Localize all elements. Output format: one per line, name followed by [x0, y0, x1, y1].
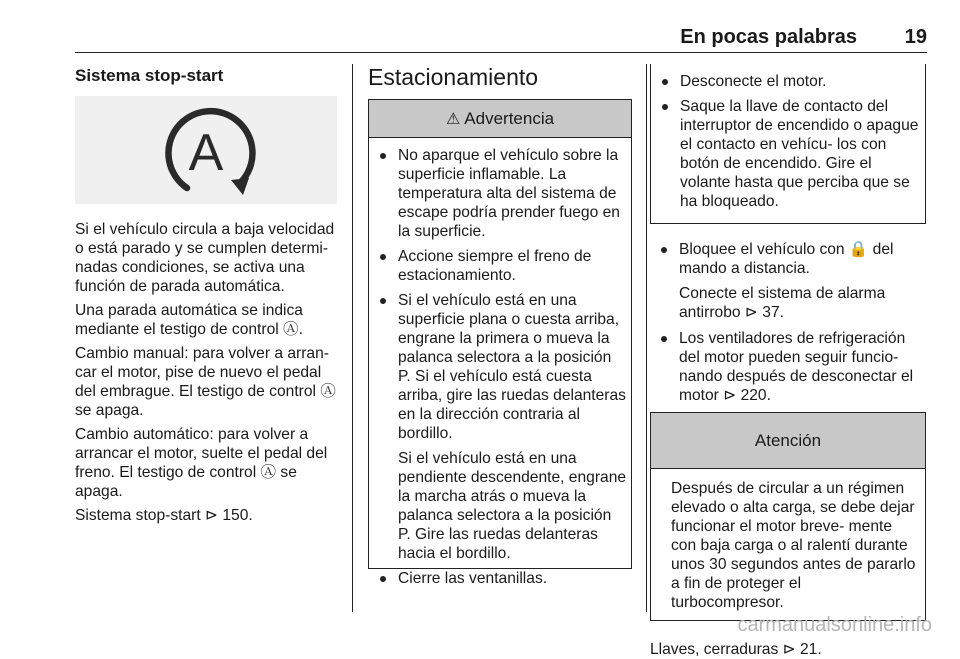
bullet-icon — [380, 576, 386, 582]
stop-start-heading: Sistema stop-start — [75, 66, 224, 85]
list-item: Saque la llave de contacto del interruptor de encendido o apague el contacto en vehícu- los con botón de encendido. Gire el volante hasta que perciba que se ha bloqueado. — [657, 97, 921, 211]
bullet-icon — [380, 153, 386, 159]
bullet-icon — [661, 336, 667, 342]
parking-section — [368, 64, 632, 587]
attention-header: Atención — [651, 413, 925, 469]
parking-continued-section — [650, 64, 926, 659]
stop-start-paragraph-3: Cambio manual: para volver a arran- car el motor, pise de nuevo el pedal del embrague. El testigo de control Ⓐ se apaga. — [75, 345, 336, 419]
page-header — [75, 20, 927, 50]
stop-start-paragraph-2: Una parada automática se indica mediante el testigo de control Ⓐ. — [75, 302, 303, 338]
list-item: Los ventiladores de refrigeración del motor pueden seguir funcio- nando después de desconectar el motor ⊳ 220. — [656, 329, 926, 405]
warning-box — [368, 99, 632, 587]
warning-list-continued — [657, 72, 921, 211]
parking-heading: Estacionamiento — [368, 64, 539, 90]
warning-list — [369, 138, 631, 588]
warning-triangle-icon: ⚠ — [445, 110, 461, 128]
list-item: Bloquee el vehículo con 🔒 del mando a distancia. Conecte el sistema de alarma antirrobo ⊳ 37. — [656, 240, 926, 322]
stop-start-paragraph-1: Si el vehículo circula a baja velocidad o está parado y se cumplen determi- nadas condiciones, se activa una función de parada automática. — [75, 221, 335, 295]
stop-start-illustration — [75, 96, 337, 204]
bullet-icon — [380, 254, 386, 260]
keys-reference: Llaves, cerraduras ⊳ 21. — [650, 641, 822, 658]
bullet-icon — [380, 298, 386, 304]
list-item: Si el vehículo está en una superficie plana o cuesta arriba, engrane la primera o mueva la palanca selectora a la posición P. Si el vehículo está cuesta arriba, gire las ruedas delanteras en la dirección contraria al bordillo. Si el vehículo está en una pendiente descendente, engrane la marcha atrás o mueva la palanca selectora a la posición P. Gire las ruedas delanteras hacia el bordillo. — [375, 291, 628, 563]
page-number: 19 — [904, 26, 927, 48]
svg-text:A: A — [188, 124, 224, 182]
auto-stop-start-icon — [151, 104, 261, 196]
column-divider-1 — [352, 64, 353, 612]
list-item: No aparque el vehículo sobre la superficie inflamable. La temperatura alta del sistema de escape podría prender fuego en la superficie. — [375, 146, 628, 241]
bullet-icon — [662, 104, 668, 110]
warning-header — [369, 100, 631, 138]
watermark: carmanualsonline.info — [737, 614, 932, 636]
column-divider-2 — [646, 64, 647, 612]
list-item: Cierre las ventanillas. — [375, 569, 628, 588]
bullet-icon — [661, 247, 667, 253]
header-rule — [75, 52, 927, 53]
list-item: Accione siempre el freno de estacionamiento. — [375, 247, 628, 285]
warning-box-continued — [650, 64, 926, 224]
attention-box — [650, 412, 926, 621]
stop-start-reference: Sistema stop-start ⊳ 150. — [75, 507, 253, 524]
list-item: Desconecte el motor. — [657, 72, 921, 91]
stop-start-section — [75, 66, 337, 530]
bullet-icon — [662, 79, 668, 85]
stop-start-paragraph-4: Cambio automático: para volver a arrancar el motor, suelte el pedal del freno. El testigo de control Ⓐ se apaga. — [75, 426, 328, 500]
parking-steps-list — [650, 224, 926, 405]
warning-title: Advertencia — [464, 108, 555, 128]
attention-text: Después de circular a un régimen elevado o alta carga, se debe dejar funcionar el motor breve- mente con baja carga o al ralentí durante unos 30 segundos antes de pararlo a fin de proteger el turbocompresor. — [671, 480, 916, 611]
header-title: En pocas palabras — [680, 26, 857, 48]
